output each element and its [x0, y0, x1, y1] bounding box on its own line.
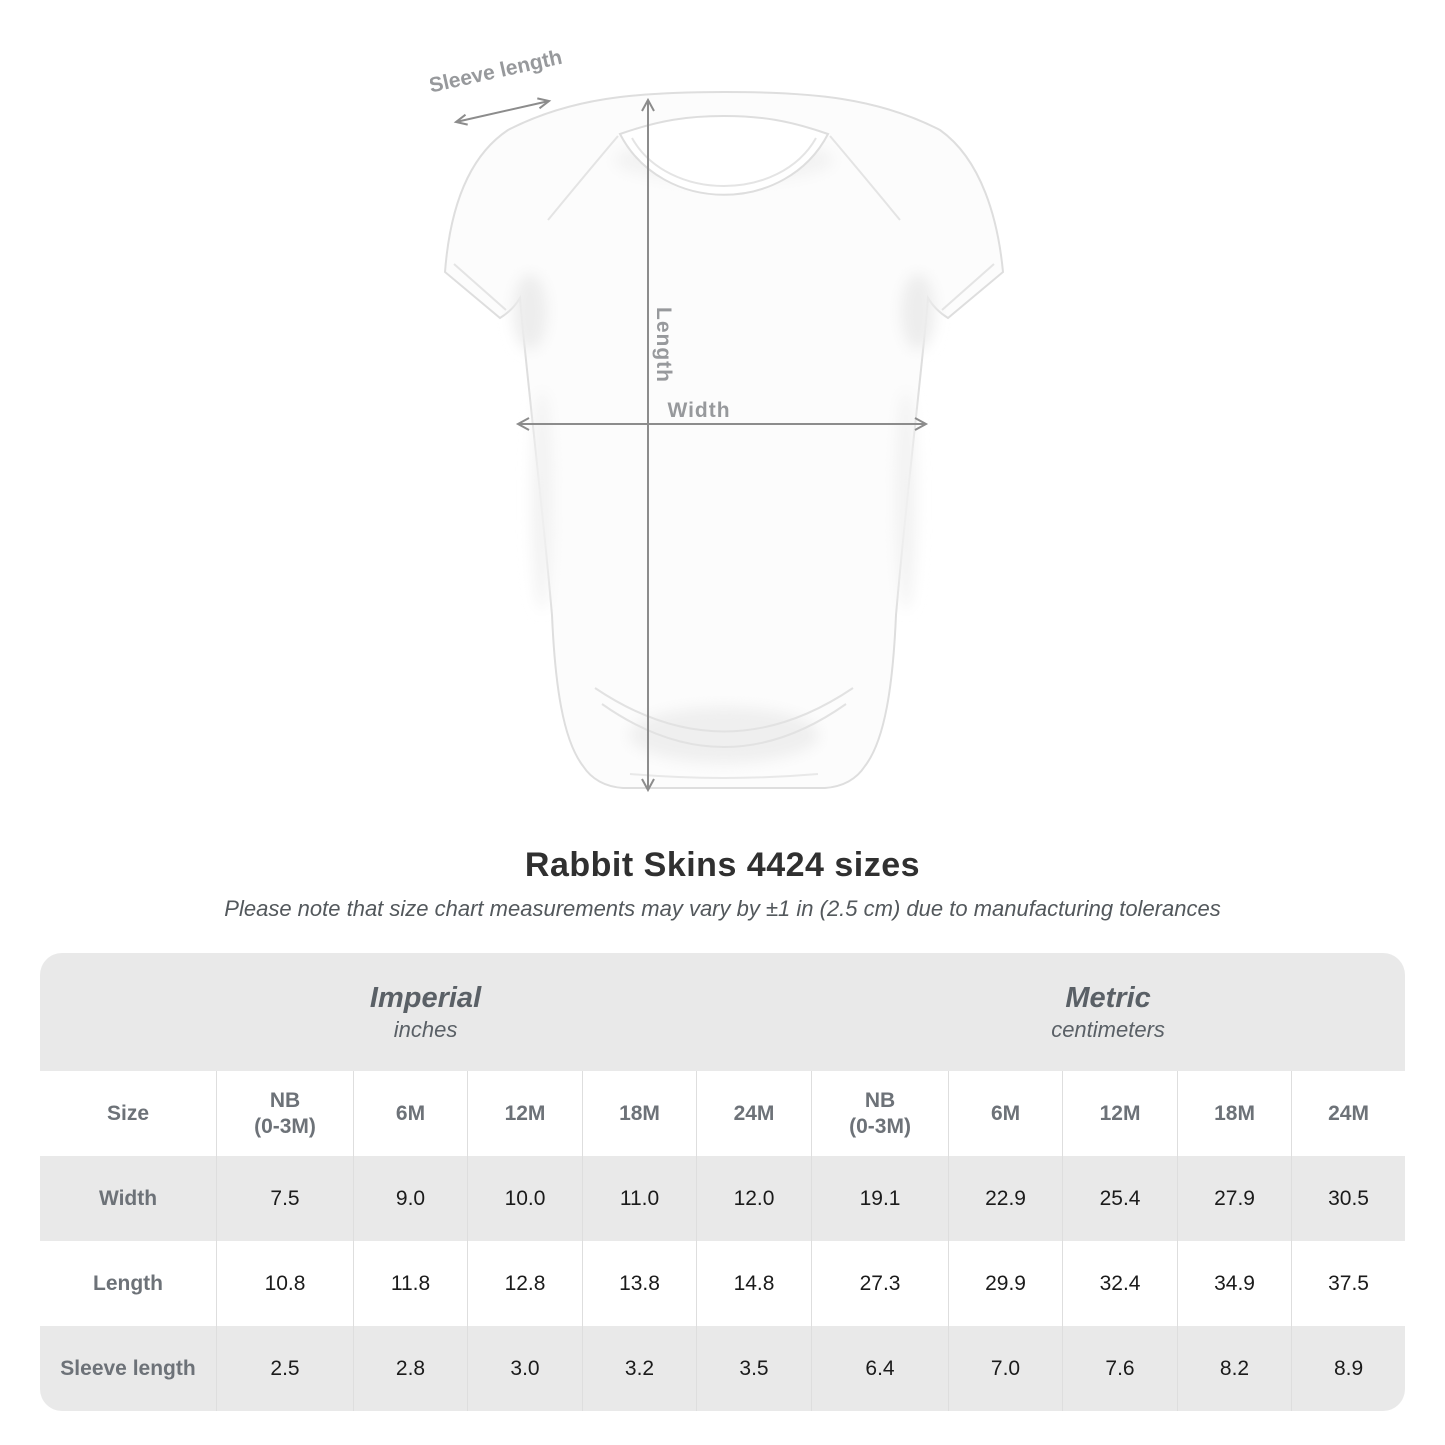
imperial-unit: inches	[393, 1017, 458, 1042]
bodysuit-outline	[445, 92, 1003, 788]
bodysuit-figure	[430, 40, 1030, 820]
cell-width-in-6m: 9.0	[353, 1156, 467, 1241]
page-title: Rabbit Skins 4424 sizes	[524, 846, 921, 884]
cell-sleeve-cm-nb: 6.4	[811, 1326, 948, 1411]
cell-width-cm-6m: 22.9	[948, 1156, 1062, 1241]
table-row-width	[40, 1156, 1405, 1241]
cell-width-cm-12m: 25.4	[1062, 1156, 1177, 1241]
cell-sleeve-in-12m: 3.0	[467, 1326, 582, 1411]
size-header-imperial-nb	[216, 1071, 353, 1156]
size-header-imperial-6m: 6M	[353, 1071, 467, 1156]
cell-length-in-24m: 14.8	[696, 1241, 811, 1326]
cell-length-in-18m: 13.8	[582, 1241, 696, 1326]
size-header-imperial-24m: 24M	[696, 1071, 811, 1156]
size-header-metric-6m: 6M	[948, 1071, 1062, 1156]
cell-width-cm-18m: 27.9	[1177, 1156, 1291, 1241]
size-table	[40, 953, 1405, 1411]
cell-sleeve-in-24m: 3.5	[696, 1326, 811, 1411]
metric-unit: centimeters	[1051, 1017, 1165, 1042]
cell-length-cm-18m: 34.9	[1177, 1241, 1291, 1326]
bodysuit-measurement-diagram	[430, 40, 1030, 820]
metric-group-header	[811, 953, 1405, 1071]
cell-length-in-nb: 10.8	[216, 1241, 353, 1326]
size-header-line2: (0-3M)	[254, 1114, 316, 1138]
cell-width-in-12m: 10.0	[467, 1156, 582, 1241]
row-label-width: Width	[40, 1156, 216, 1241]
size-header-line1: NB	[864, 1088, 896, 1112]
unit-group-header-row	[40, 953, 1405, 1071]
cell-sleeve-cm-12m: 7.6	[1062, 1326, 1177, 1411]
cell-sleeve-in-6m: 2.8	[353, 1326, 467, 1411]
size-header-metric-12m: 12M	[1062, 1071, 1177, 1156]
cell-width-in-nb: 7.5	[216, 1156, 353, 1241]
metric-label: Metric	[1065, 982, 1151, 1014]
size-header-line1: NB	[269, 1088, 301, 1112]
page-subtitle: Please note that size chart measurements may vary by ±1 in (2.5 cm) due to manufacturing tolerances	[224, 896, 1221, 921]
row-label-sleeve-length: Sleeve length	[40, 1326, 216, 1411]
sleeve-length-label: Sleeve length	[430, 45, 565, 98]
cell-width-cm-nb: 19.1	[811, 1156, 948, 1241]
size-header-row	[40, 1071, 1405, 1156]
size-header-imperial-18m: 18M	[582, 1071, 696, 1156]
length-label: Length	[652, 307, 675, 383]
size-header-imperial-12m: 12M	[467, 1071, 582, 1156]
size-header-metric-24m: 24M	[1291, 1071, 1405, 1156]
cell-sleeve-in-18m: 3.2	[582, 1326, 696, 1411]
table-row-sleeve-length	[40, 1326, 1405, 1411]
cell-length-in-6m: 11.8	[353, 1241, 467, 1326]
cell-sleeve-cm-6m: 7.0	[948, 1326, 1062, 1411]
cell-length-in-12m: 12.8	[467, 1241, 582, 1326]
cell-width-in-24m: 12.0	[696, 1156, 811, 1241]
cell-width-cm-24m: 30.5	[1291, 1156, 1405, 1241]
imperial-label: Imperial	[369, 982, 482, 1014]
size-header-line2: (0-3M)	[849, 1114, 911, 1138]
cell-length-cm-6m: 29.9	[948, 1241, 1062, 1326]
cell-width-in-18m: 11.0	[582, 1156, 696, 1241]
cell-sleeve-cm-24m: 8.9	[1291, 1326, 1405, 1411]
size-header-metric-nb	[811, 1071, 948, 1156]
cell-sleeve-in-nb: 2.5	[216, 1326, 353, 1411]
size-header-metric-18m: 18M	[1177, 1071, 1291, 1156]
cell-length-cm-12m: 32.4	[1062, 1241, 1177, 1326]
table-row-length	[40, 1241, 1405, 1326]
cell-length-cm-24m: 37.5	[1291, 1241, 1405, 1326]
cell-sleeve-cm-18m: 8.2	[1177, 1326, 1291, 1411]
width-label: Width	[667, 399, 731, 422]
imperial-group-header	[40, 953, 811, 1071]
row-label-length: Length	[40, 1241, 216, 1326]
size-corner-header: Size	[40, 1071, 216, 1156]
cell-length-cm-nb: 27.3	[811, 1241, 948, 1326]
